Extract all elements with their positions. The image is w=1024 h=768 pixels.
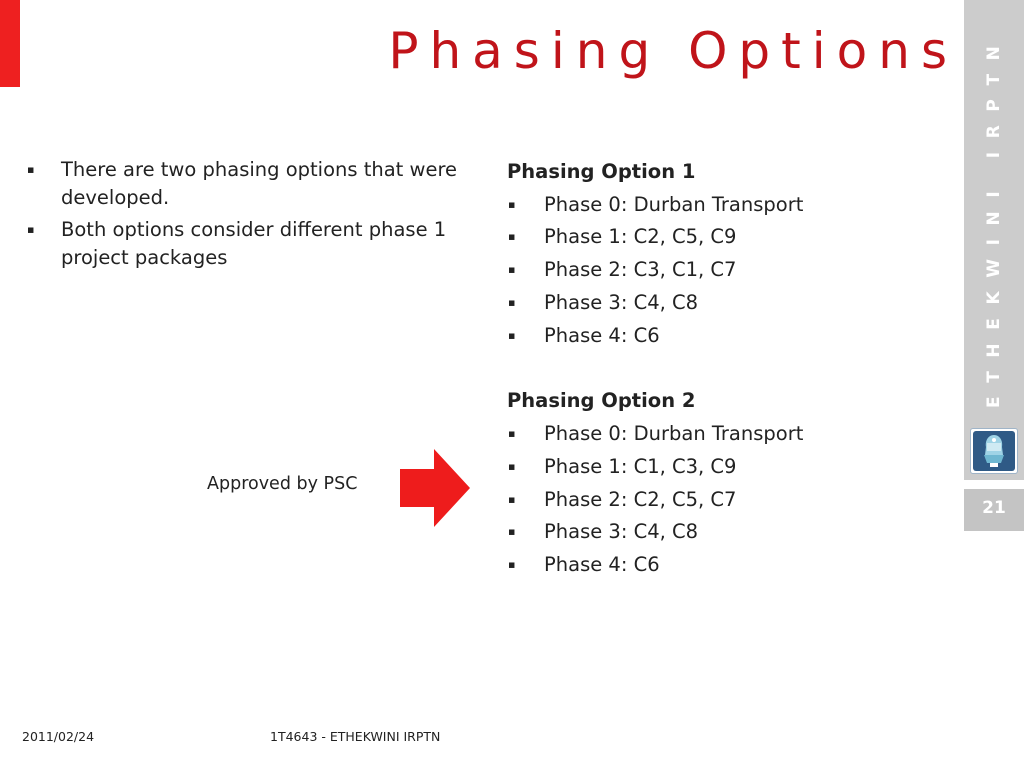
- ethekwini-logo-icon: [970, 428, 1018, 474]
- intro-bullet-list: [24, 156, 464, 271]
- option-1-title: Phasing Option 1: [507, 160, 696, 183]
- bullet-marker: ▪: [508, 263, 516, 277]
- spacer: [507, 352, 927, 385]
- slide-title: Phasing Options: [388, 22, 958, 80]
- option-1-phase-list: [507, 189, 927, 353]
- list-item: [24, 156, 464, 211]
- intro-bullet-text: There are two phasing options that were developed.: [61, 158, 458, 209]
- bullet-marker: ▪: [508, 426, 516, 440]
- phase-text: Phase 0: Durban Transport: [544, 421, 804, 445]
- footer-date: 2011/02/24: [22, 729, 95, 744]
- bullet-marker: ▪: [508, 197, 516, 211]
- options-column: [507, 156, 927, 582]
- list-item: [507, 320, 927, 353]
- phase-text: Phase 3: C4, C8: [544, 290, 699, 314]
- page-number-box: [964, 489, 1024, 531]
- list-item: [507, 418, 927, 451]
- phase-text: Phase 0: Durban Transport: [544, 192, 804, 216]
- phase-text: Phase 3: C4, C8: [544, 520, 699, 544]
- phase-text: Phase 2: C3, C1, C7: [544, 258, 737, 282]
- option-2-phase-list: [507, 418, 927, 582]
- bullet-marker: ▪: [508, 525, 516, 539]
- sidebar-band: [964, 0, 1024, 480]
- sidebar-vertical-text: ETHEKWINI IRPTN: [984, 32, 1004, 408]
- page-number: 21: [982, 498, 1006, 518]
- list-item: [507, 549, 927, 582]
- bullet-marker: ▪: [27, 163, 35, 176]
- intro-bullet-text: Both options consider different phase 1 project packages: [61, 218, 447, 269]
- bullet-marker: ▪: [508, 295, 516, 309]
- option-2-title: Phasing Option 2: [507, 389, 696, 413]
- bullet-marker: ▪: [27, 223, 35, 236]
- list-item: [507, 221, 927, 254]
- bullet-marker: ▪: [508, 558, 516, 572]
- phase-text: Phase 4: C6: [544, 553, 660, 577]
- bullet-marker: ▪: [508, 328, 516, 342]
- bullet-marker: ▪: [508, 459, 516, 473]
- right-arrow-icon: [400, 449, 470, 527]
- list-item: [507, 189, 927, 222]
- list-item: [507, 254, 927, 287]
- list-item: [507, 287, 927, 320]
- bullet-marker: ▪: [508, 492, 516, 506]
- phase-text: Phase 1: C1, C3, C9: [544, 454, 737, 478]
- list-item: [507, 484, 927, 517]
- phase-text: Phase 2: C2, C5, C7: [544, 487, 737, 511]
- list-item: [507, 451, 927, 484]
- phase-text: Phase 1: C2, C5, C9: [544, 225, 737, 249]
- bullet-marker: ▪: [508, 230, 516, 244]
- approved-note: Approved by PSC: [207, 474, 358, 494]
- footer-reference: 1T4643 - ETHEKWINI IRPTN: [270, 729, 441, 744]
- intro-column: [24, 156, 464, 276]
- list-item: [24, 216, 464, 271]
- accent-bar: [0, 0, 20, 87]
- phase-text: Phase 4: C6: [544, 323, 660, 347]
- list-item: [507, 516, 927, 549]
